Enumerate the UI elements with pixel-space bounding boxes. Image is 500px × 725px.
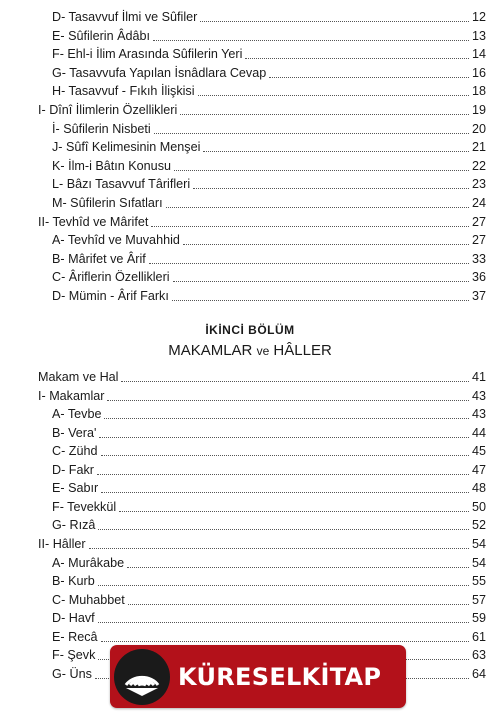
toc-entry-title: L- Bâzı Tasavvuf Târifleri bbox=[52, 177, 191, 192]
toc-entry-page: 27 bbox=[471, 214, 486, 229]
toc-entry-page: 50 bbox=[471, 499, 486, 514]
dot-leader bbox=[107, 399, 469, 401]
dot-leader bbox=[183, 243, 469, 245]
toc-entry-title: A- Murâkabe bbox=[52, 555, 125, 570]
dot-leader bbox=[127, 566, 469, 568]
toc-entry-title: J- Sûfî Kelimesinin Menşei bbox=[52, 140, 201, 155]
dot-leader bbox=[128, 603, 469, 605]
toc-entry bbox=[52, 422, 486, 441]
toc-entry bbox=[52, 607, 486, 626]
toc-entry bbox=[38, 366, 486, 385]
toc-entry bbox=[52, 136, 486, 155]
toc-entry-title: II- Tevhîd ve Mârifet bbox=[38, 214, 149, 229]
toc-entry-title: I- Makamlar bbox=[38, 388, 105, 403]
toc-entry-page: 57 bbox=[471, 592, 486, 607]
toc-entry bbox=[52, 62, 486, 81]
toc-entry bbox=[38, 211, 486, 230]
dot-leader bbox=[149, 262, 469, 264]
globe-logo-icon bbox=[114, 649, 170, 705]
toc-entry-page: 24 bbox=[471, 196, 486, 210]
toc-entry-title: E- Recâ bbox=[52, 629, 98, 644]
toc-entry-page: 44 bbox=[471, 425, 486, 440]
toc-entry-page: 36 bbox=[471, 270, 486, 285]
toc-entry-title: A- Tevbe bbox=[52, 407, 102, 422]
toc-entry bbox=[52, 496, 486, 515]
dot-leader bbox=[121, 380, 469, 382]
dot-leader bbox=[200, 20, 469, 22]
dot-leader bbox=[153, 39, 469, 41]
toc-entry-page: 52 bbox=[471, 518, 486, 533]
toc-entry-page: 47 bbox=[471, 462, 486, 477]
toc-entry-page: 27 bbox=[471, 233, 486, 248]
toc-entry-page: 54 bbox=[471, 536, 486, 551]
toc-entry bbox=[52, 248, 486, 267]
toc-entry-page: 45 bbox=[471, 444, 486, 459]
dot-leader bbox=[166, 206, 469, 208]
dot-leader bbox=[151, 225, 469, 227]
dot-leader bbox=[245, 57, 469, 59]
dot-leader bbox=[119, 510, 469, 512]
toc-entry-title: F- Şevk bbox=[52, 648, 96, 663]
toc-entry-title: D- Tasavvuf İlmi ve Sûfiler bbox=[52, 10, 198, 24]
toc-entry bbox=[52, 229, 486, 248]
toc-entry bbox=[52, 285, 486, 304]
toc-entry-page: 43 bbox=[471, 407, 486, 422]
dot-leader bbox=[198, 94, 469, 96]
toc-entry-page: 20 bbox=[471, 121, 486, 136]
dot-leader bbox=[99, 436, 469, 438]
toc-entry-page: 19 bbox=[471, 103, 486, 117]
toc-entry-page: 16 bbox=[471, 65, 486, 80]
section-title-a: MAKAMLAR bbox=[168, 342, 253, 359]
dot-leader bbox=[174, 169, 469, 171]
toc-entry bbox=[38, 385, 486, 404]
toc-entry bbox=[52, 25, 486, 44]
toc-entry bbox=[52, 459, 486, 478]
toc-entry-page: 33 bbox=[471, 251, 486, 266]
toc-entry-page: 63 bbox=[471, 648, 486, 663]
toc-entry bbox=[52, 155, 486, 174]
toc-entry-title: F- Tevekkül bbox=[52, 499, 117, 514]
section-title bbox=[0, 342, 500, 359]
toc-entry-page: 37 bbox=[471, 289, 486, 303]
toc-entry-page: 54 bbox=[471, 555, 486, 570]
toc-entry-title: II- Hâller bbox=[38, 536, 86, 551]
toc-entry-title: İ- Sûfilerin Nisbeti bbox=[52, 121, 151, 136]
dot-leader bbox=[269, 76, 469, 78]
toc-entry-page: 18 bbox=[471, 84, 486, 99]
toc-entry-page: 14 bbox=[471, 47, 486, 62]
toc-entry bbox=[52, 589, 486, 608]
dot-leader bbox=[101, 640, 469, 642]
toc-entry bbox=[52, 514, 486, 533]
toc-entry bbox=[52, 570, 486, 589]
part-title: İKİNCİ BÖLÜM bbox=[205, 323, 295, 337]
toc-entry bbox=[38, 533, 486, 552]
dot-leader bbox=[97, 473, 469, 475]
dot-leader bbox=[98, 621, 469, 623]
dot-leader bbox=[98, 528, 469, 530]
toc-entry bbox=[52, 626, 486, 645]
toc-entry-title: C- Zühd bbox=[52, 444, 98, 459]
watermark-banner bbox=[110, 645, 406, 708]
dot-leader bbox=[173, 280, 469, 282]
toc-entry-title: D- Fakr bbox=[52, 462, 94, 477]
toc-entry bbox=[52, 477, 486, 496]
dot-leader bbox=[203, 150, 469, 152]
toc-entry-title: E- Sabır bbox=[52, 481, 99, 496]
watermark-text: KÜRESELKİTAP bbox=[178, 662, 382, 691]
toc-entry-title: K- İlm-i Bâtın Konusu bbox=[52, 158, 171, 173]
toc-entry-title: E- Sûfilerin Âdâbı bbox=[52, 28, 151, 43]
toc-entry-page: 23 bbox=[471, 177, 486, 192]
toc-entry-title: Makam ve Hal bbox=[38, 370, 119, 384]
dot-leader bbox=[98, 584, 469, 586]
dot-leader bbox=[180, 113, 469, 115]
toc-entry bbox=[52, 266, 486, 285]
section-title-ve: ve bbox=[256, 344, 270, 358]
toc-entry bbox=[52, 173, 486, 192]
toc-entry-title: G- Tasavvufa Yapılan İsnâdlara Cevap bbox=[52, 65, 267, 80]
toc-entry-page: 13 bbox=[471, 28, 486, 43]
toc-entry-title: B- Kurb bbox=[52, 574, 95, 589]
toc-entry bbox=[52, 118, 486, 137]
toc-entry-page: 48 bbox=[471, 481, 486, 496]
toc-entry-page: 55 bbox=[471, 574, 486, 589]
toc-entry bbox=[52, 43, 486, 62]
toc-entry-title: H- Tasavvuf - Fıkıh İlişkisi bbox=[52, 84, 195, 99]
toc-entry-page: 59 bbox=[471, 611, 486, 626]
toc-entry-title: D- Mümin - Ârif Farkı bbox=[52, 289, 169, 303]
dot-leader bbox=[104, 417, 469, 419]
toc-entry-page: 64 bbox=[471, 666, 486, 681]
toc-entry-page: 43 bbox=[471, 388, 486, 403]
section-title-b: HÂLLER bbox=[273, 342, 332, 359]
toc-entry-title: C- Âriflerin Özellikleri bbox=[52, 270, 170, 285]
toc-entry-title: F- Ehl-i İlim Arasında Sûfilerin Yeri bbox=[52, 47, 243, 62]
toc-entry-title: G- Üns bbox=[52, 666, 92, 681]
toc-entry-title: D- Havf bbox=[52, 611, 95, 626]
toc-entry-title: G- Rızâ bbox=[52, 518, 96, 533]
toc-entry-title: B- Mârifet ve Ârif bbox=[52, 251, 146, 266]
toc-entry bbox=[52, 192, 486, 211]
toc-entry-page: 21 bbox=[471, 140, 486, 155]
dot-leader bbox=[154, 132, 469, 134]
dot-leader bbox=[89, 547, 469, 549]
toc-entry-page: 22 bbox=[471, 158, 486, 173]
toc-entry bbox=[52, 552, 486, 571]
toc-entry bbox=[52, 6, 486, 25]
toc-entry-page: 61 bbox=[471, 629, 486, 644]
toc-entry-page: 41 bbox=[471, 370, 486, 384]
dot-leader bbox=[101, 491, 469, 493]
toc-entry bbox=[52, 80, 486, 99]
toc-entry bbox=[38, 99, 486, 118]
dot-leader bbox=[101, 454, 469, 456]
toc-entry bbox=[52, 440, 486, 459]
dot-leader bbox=[172, 299, 469, 301]
toc-entry-title: C- Muhabbet bbox=[52, 592, 125, 607]
toc-entry-title: M- Sûfilerin Sıfatları bbox=[52, 196, 163, 210]
toc-entry-title: A- Tevhîd ve Muvahhid bbox=[52, 233, 180, 248]
toc-entry-page: 12 bbox=[471, 10, 486, 24]
toc-entry-title: I- Dînî İlimlerin Özellikleri bbox=[38, 103, 178, 117]
dot-leader bbox=[193, 187, 469, 189]
toc-entry bbox=[52, 403, 486, 422]
toc-entry-title: B- Vera' bbox=[52, 425, 97, 440]
